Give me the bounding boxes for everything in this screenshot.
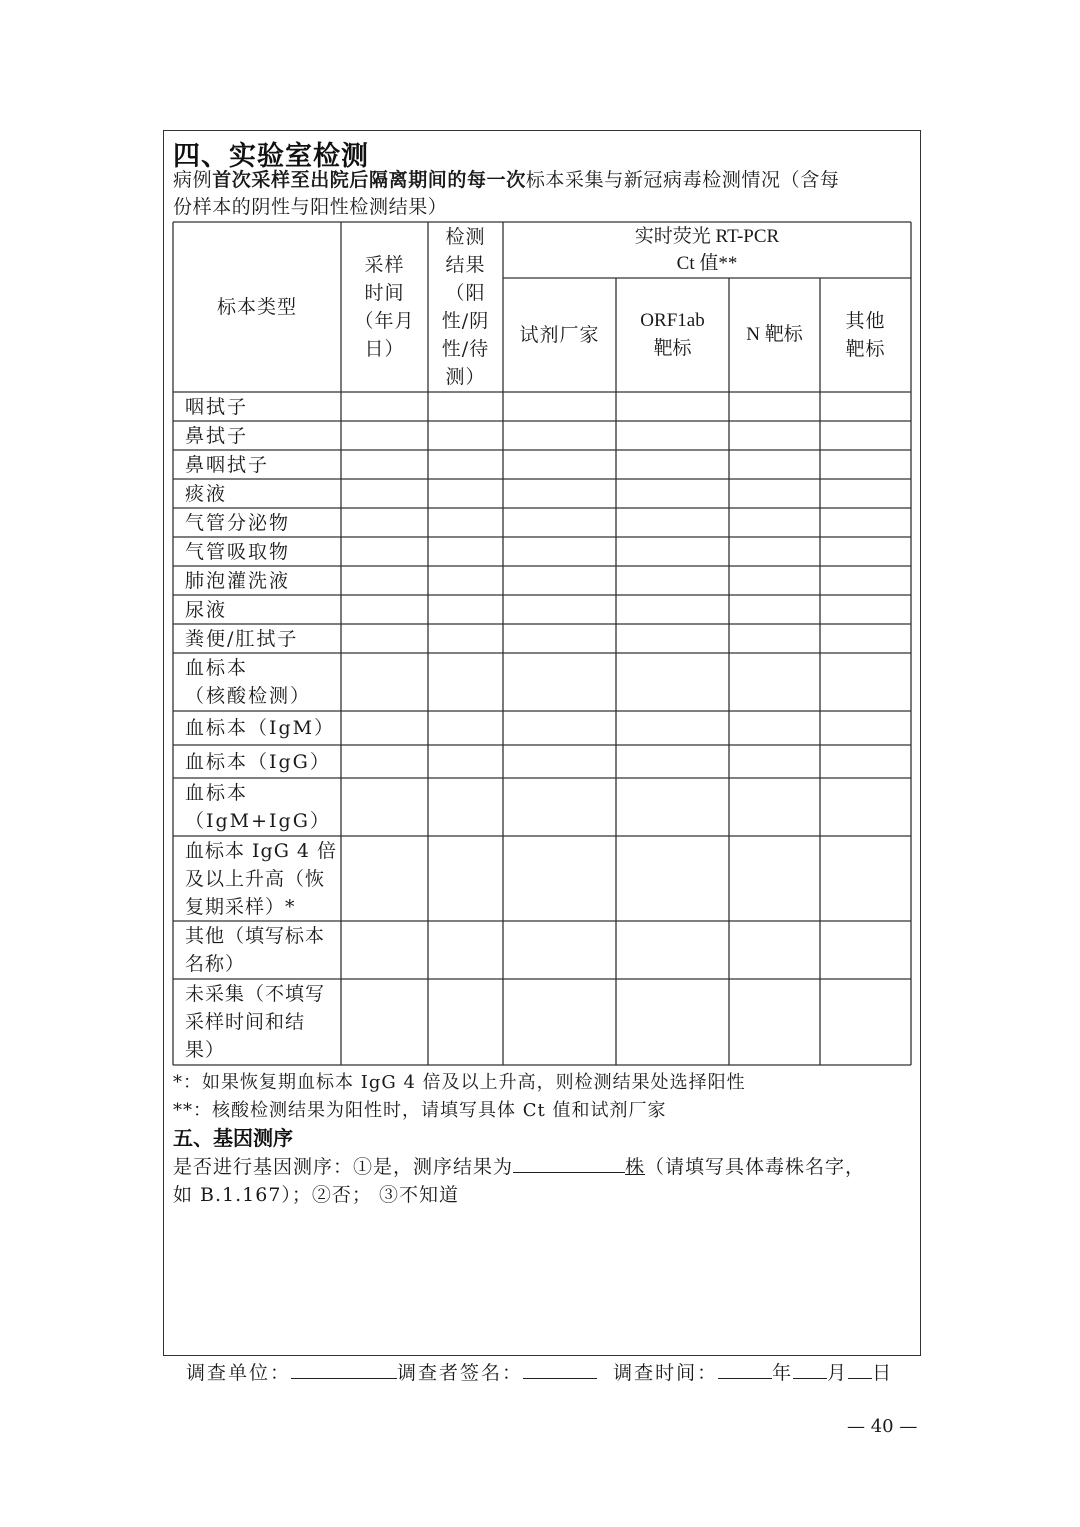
header-n-target: N 靶标 (746, 324, 803, 345)
header-other-target: 其他 靶标 (845, 310, 886, 360)
table-row-label: 血标本（IgM） (185, 717, 336, 739)
month-field[interactable] (793, 1358, 827, 1379)
header-orf1ab: ORF1ab 靶标 (640, 310, 705, 359)
intro-prefix: 病例 (173, 169, 213, 191)
investigator-field[interactable] (523, 1358, 597, 1379)
intro-suffix: 标本采集与新冠病毒检测情况（含每 (525, 169, 840, 191)
section-4-title: 四、实验室检测 (173, 141, 369, 172)
survey-time-label: 调查时间： (613, 1362, 719, 1384)
table-row-label: 鼻咽拭子 (185, 453, 270, 476)
header-reagent-maker: 试剂厂家 (519, 324, 600, 346)
table-row-label: 咽拭子 (185, 395, 249, 418)
table-row-label: 气管分泌物 (185, 511, 291, 534)
header-test-result: 检测 结果 （阳 性/阴 性/待 测） (441, 226, 490, 388)
strain-label: 株 (625, 1156, 646, 1178)
footnote-single-star: *：如果恢复期血标本 IgG 4 倍及以上升高，则检测结果处选择阳性 (173, 1072, 746, 1093)
table-row-label: 血标本 （IgM+IgG） (185, 782, 331, 832)
footnote-double-star: **：核酸检测结果为阳性时，请填写具体 Ct 值和试剂厂家 (173, 1100, 667, 1121)
header-rt-pcr: 实时荧光 RT-PCR Ct 值** (634, 226, 780, 274)
survey-footer (186, 1358, 893, 1385)
table-row-label: 痰液 (185, 482, 228, 505)
month-label: 月 (827, 1362, 849, 1384)
strain-name-field[interactable] (513, 1152, 625, 1173)
table-row-label: 血标本（IgG） (185, 750, 331, 773)
table-row-label: 鼻拭子 (185, 424, 249, 447)
table-row-label: 肺泡灌洗液 (185, 569, 291, 592)
intro-bold: 首次采样至出院后隔离期间的每一次 (212, 169, 526, 191)
year-field[interactable] (718, 1358, 772, 1379)
intro-line-2: 份样本的阴性与阳性检测结果） (173, 196, 448, 218)
survey-unit-label: 调查单位： (186, 1362, 292, 1384)
year-label: 年 (772, 1362, 794, 1384)
table-row-label: 血标本 IgG 4 倍 及以上升高（恢 复期采样）* (185, 839, 338, 918)
day-label: 日 (872, 1362, 894, 1384)
sequencing-question (173, 1152, 865, 1179)
day-field[interactable] (848, 1358, 872, 1379)
page-number: — 40 — (847, 1416, 918, 1437)
table-row-label: 未采集（不填写 采样时间和结 果） (185, 983, 326, 1061)
header-specimen-type: 标本类型 (216, 296, 297, 318)
sequencing-options: 如 B.1.167）；②否； ③不知道 (173, 1184, 459, 1206)
section-5-title: 五、基因测序 (173, 1126, 293, 1150)
sequencing-prefix: 是否进行基因测序：①是，测序结果为 (173, 1156, 514, 1178)
survey-unit-field[interactable] (291, 1358, 397, 1379)
table-row-label: 粪便/肛拭子 (185, 627, 299, 650)
table-row-label: 气管吸取物 (185, 540, 291, 563)
table-row-label: 尿液 (185, 598, 228, 621)
sequencing-suffix: （请填写具体毒株名字， (645, 1156, 866, 1178)
table-row-label: 其他（填写标本 名称） (185, 925, 326, 975)
table-row-label: 血标本 （核酸检测） (185, 657, 312, 707)
header-sampling-time: 采样 时间 （年月 日） (354, 254, 415, 360)
investigator-label: 调查者签名： (397, 1362, 524, 1384)
